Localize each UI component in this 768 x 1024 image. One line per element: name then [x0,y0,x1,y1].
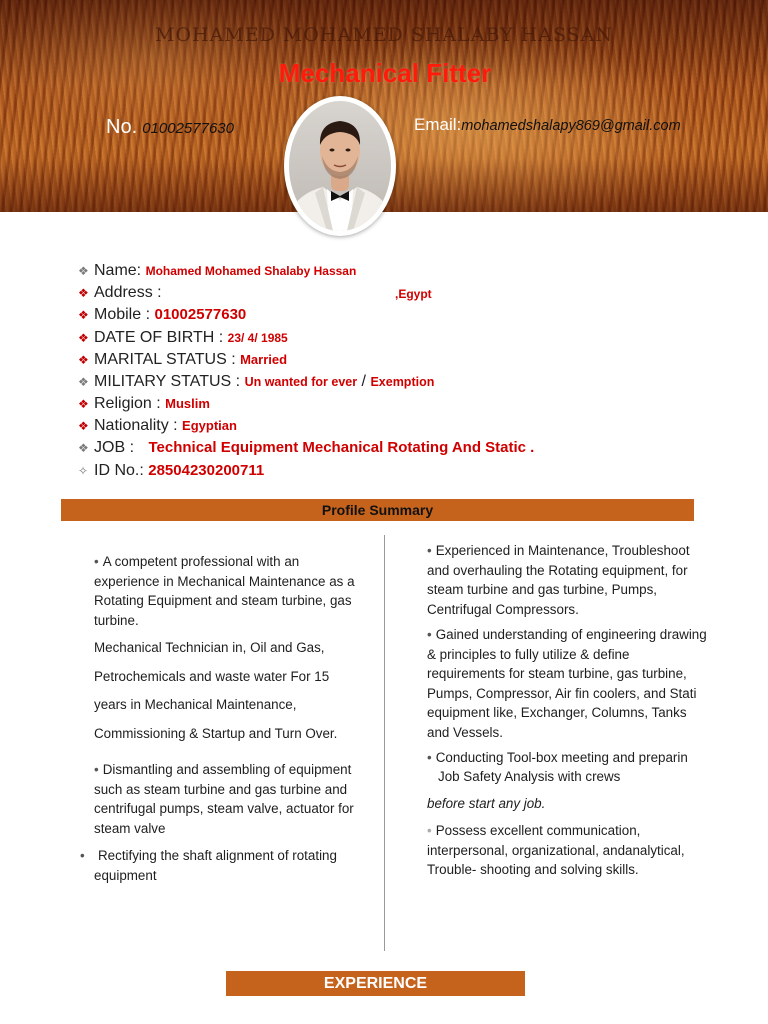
banner-full-name: MOHAMED MOHAMED SHALABY HASSAN [154,24,614,46]
bullet-icon: • [80,848,85,863]
info-dob [78,329,288,347]
info-id [78,462,264,480]
summary-item [427,748,688,768]
diamond-bullet-icon: ❖ [78,353,89,367]
summary-item-text: Experienced in Maintenance, Troubleshoot and overhauling the Rotating equipment, for steam turbine and gas turbine, Pumps, Centrifugal Compressors. [427,543,690,617]
marital-label: MARITAL STATUS : [94,351,236,368]
experience-heading: EXPERIENCE [226,971,525,996]
profile-photo [289,101,391,231]
info-address [78,284,432,302]
bullet-icon: • [427,823,432,838]
military-label: MILITARY STATUS : [94,373,241,390]
summary-item [80,846,362,885]
profile-summary-heading: Profile Summary [61,499,694,521]
bullet-icon: • [427,627,432,642]
dob-label: DATE OF BIRTH : [94,329,224,346]
diamond-bullet-icon: ❖ [78,375,89,389]
id-value: 28504230200711 [148,462,265,479]
nationality-value: Egyptian [182,418,237,433]
info-religion [78,395,210,413]
email-label: Email: [414,115,462,134]
column-divider [384,535,385,951]
job-label: JOB : [94,439,135,456]
job-title: Mechanical Fitter [278,58,492,88]
bullet-icon: • [94,762,99,777]
religion-value: Muslim [165,396,210,411]
diamond-bullet-icon: ❖ [78,264,89,278]
summary-item [427,541,707,619]
summary-line: Mechanical Technician in, Oil and Gas, [94,640,325,655]
phone-row [106,116,234,139]
address-label: Address : [94,284,162,301]
summary-item-text: Rectifying the shaft alignment of rotating equipment [94,848,337,883]
summary-item [94,552,362,630]
summary-item-text: Dismantling and assembling of equipment such as steam turbine and gas turbine and centrifugal pumps, steam valve, actuator for steam valve [94,762,354,836]
summary-line: Job Safety Analysis with crews [438,769,621,784]
profile-photo-frame [284,96,396,236]
summary-item-text: A competent professional with an experience in Mechanical Maintenance as a Rotating Equipment and steam turbine, gas turbine. [94,554,355,628]
info-job [78,439,534,457]
email-row [414,115,681,135]
info-name [78,262,356,280]
summary-item [94,760,362,838]
phone-label: No. [106,116,138,138]
dob-value: 23/ 4/ 1985 [227,331,288,345]
email-value: mohamedshalapy869@gmail.com [461,118,681,134]
summary-line: Commissioning & Startup and Turn Over. [94,726,338,741]
info-military [78,373,434,391]
summary-item [427,625,707,742]
summary-item-text: Conducting Tool-box meeting and preparin [435,750,688,765]
diamond-bullet-icon: ❖ [78,286,89,300]
phone-value: 01002577630 [142,120,234,137]
mobile-label: Mobile : [94,306,151,323]
religion-label: Religion : [94,395,161,412]
marital-value: Married [240,352,288,367]
summary-item-text: Possess excellent communication, interpersonal, organizational, andanalytical, Trouble- shooting and solving skills. [427,823,685,877]
diamond-bullet-icon: ✧ [78,464,89,478]
bullet-icon: • [94,554,99,569]
job-value: Technical Equipment Mechanical Rotating And Static . [148,439,535,456]
diamond-bullet-icon: ❖ [78,397,89,411]
name-value: Mohamed Mohamed Shalaby Hassan [145,264,357,278]
id-label: ID No.: [94,462,144,479]
military-value-2: Exemption [370,375,435,389]
name-label: Name: [94,262,142,279]
summary-item-text: Gained understanding of engineering drawing & principles to fully utilize & define requirements for steam turbine, gas turbine, Pumps, Compressor, Air fin coolers, and Stati equipment like, Exchanger, Columns, Tanks and Vessels. [427,627,707,740]
nationality-label: Nationality : [94,417,178,434]
diamond-bullet-icon: ❖ [78,419,89,433]
military-separator: / [361,373,366,390]
bullet-icon: • [427,543,432,558]
diamond-bullet-icon: ❖ [78,308,89,322]
mobile-value: 01002577630 [154,306,247,323]
summary-line: Petrochemicals and waste water For 15 [94,669,330,684]
military-value-1: Un wanted for ever [244,375,358,389]
summary-item [427,821,707,880]
address-value: ,Egypt [395,287,432,301]
diamond-bullet-icon: ❖ [78,441,89,455]
diamond-bullet-icon: ❖ [78,331,89,345]
bullet-icon: • [427,750,432,765]
info-nationality [78,417,237,435]
info-marital [78,351,287,369]
summary-line: years in Mechanical Maintenance, [94,697,297,712]
info-mobile [78,306,246,324]
summary-line: before start any job. [427,796,546,811]
